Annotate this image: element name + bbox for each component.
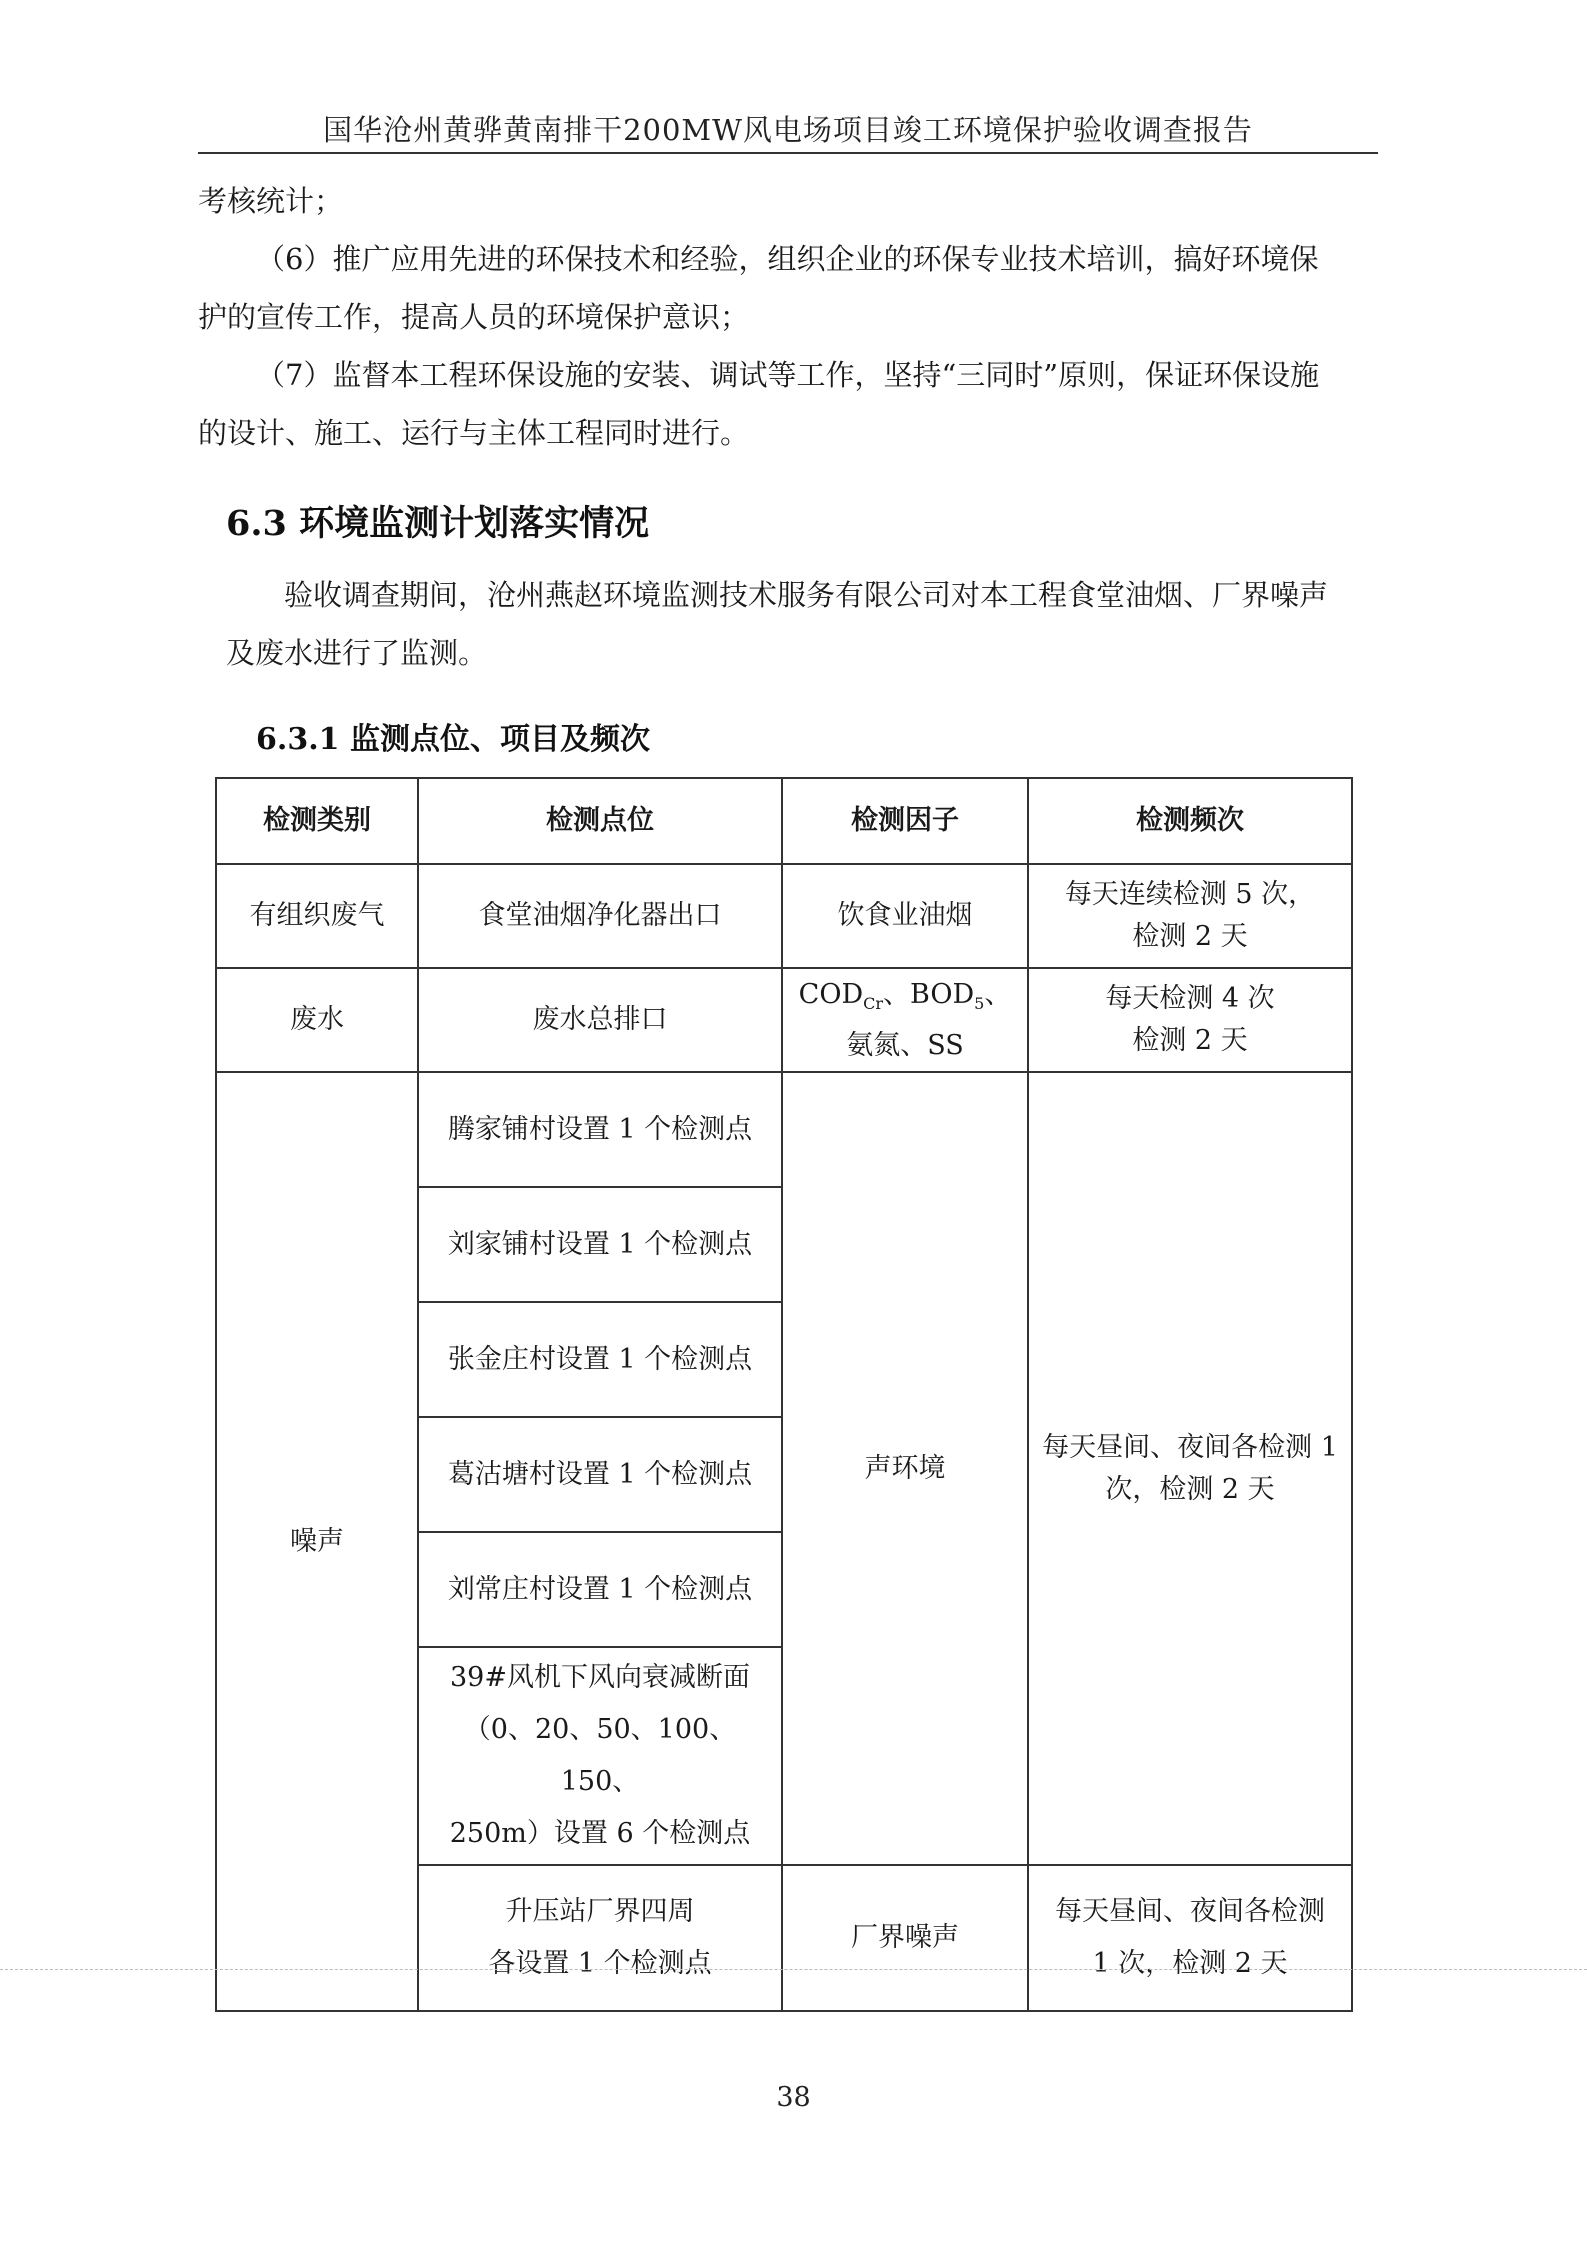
- header-category: 检测类别: [216, 778, 418, 864]
- subsection-heading: 6.3.1 监测点位、项目及频次: [256, 722, 650, 757]
- cell-factor: 饮食业油烟: [782, 864, 1028, 968]
- cell-point: 葛沽塘村设置 1 个检测点: [418, 1417, 782, 1532]
- scan-dashed-line: [0, 1969, 1587, 1970]
- freq-line: 检测 2 天: [1132, 921, 1248, 952]
- header-point: 检测点位: [418, 778, 782, 864]
- factor-separator: 、: [984, 978, 1012, 1010]
- header-divider: [198, 152, 1378, 154]
- factor-cod-subscript: Cr: [863, 993, 884, 1013]
- body-paragraphs: [198, 172, 1332, 462]
- paragraph-2: （6）推广应用先进的环保技术和经验，组织企业的环保专业技术培训，搞好环境保护的宣传工作，提高人员的环境保护意识；: [198, 242, 1319, 334]
- freq-line: 次，检测 2 天: [1105, 1473, 1275, 1505]
- cell-point: 张金庄村设置 1 个检测点: [418, 1302, 782, 1417]
- cell-point: 刘常庄村设置 1 个检测点: [418, 1532, 782, 1647]
- cell-frequency: [1028, 864, 1352, 968]
- cell-point: 刘家铺村设置 1 个检测点: [418, 1187, 782, 1302]
- factor-line: 氨氮、SS: [846, 1029, 964, 1061]
- header-frequency: 检测频次: [1028, 778, 1352, 864]
- cell-frequency: [1028, 968, 1352, 1072]
- table-row: [216, 1072, 1352, 1187]
- cell-point: 食堂油烟净化器出口: [418, 864, 782, 968]
- point-line: 各设置 1 个检测点: [488, 1948, 712, 1979]
- cell-category: 有组织废气: [216, 864, 418, 968]
- cell-factor: [782, 968, 1028, 1072]
- cell-point-station: [418, 1865, 782, 2011]
- factor-bod: 、BOD: [883, 978, 975, 1010]
- paragraph-3: （7）监督本工程环保设施的安装、调试等工作，坚持“三同时”原则，保证环保设施的设计、施工、运行与主体工程同时进行。: [198, 358, 1320, 450]
- freq-line: 检测 2 天: [1132, 1025, 1248, 1056]
- table-header-row: [216, 778, 1352, 864]
- cell-point: 废水总排口: [418, 968, 782, 1072]
- freq-line: 每天昼间、夜间各检测: [1055, 1896, 1325, 1927]
- cell-frequency-station: [1028, 1865, 1352, 2011]
- freq-line: 1 次，检测 2 天: [1092, 1948, 1288, 1979]
- table-row: [216, 864, 1352, 968]
- cell-factor-env: 声环境: [782, 1072, 1028, 1865]
- freq-line: 每天昼间、夜间各检测 1: [1042, 1431, 1338, 1463]
- factor-bod-subscript: 5: [974, 993, 985, 1013]
- cell-category: 废水: [216, 968, 418, 1072]
- table-row: [216, 968, 1352, 1072]
- cell-category-noise: 噪声: [216, 1072, 418, 2011]
- point-line: 39#风机下风向衰减断面: [450, 1662, 750, 1693]
- cell-factor-station: 厂界噪声: [782, 1865, 1028, 2011]
- section-intro: 验收调查期间，沧州燕赵环境监测技术服务有限公司对本工程食堂油烟、厂界噪声及废水进行了监测。: [226, 578, 1329, 670]
- page-number: 38: [776, 2082, 811, 2113]
- monitoring-table: [215, 777, 1353, 2012]
- section-heading: 6.3 环境监测计划落实情况: [226, 503, 650, 544]
- point-line: （0、20、50、100、150、: [463, 1714, 737, 1797]
- page-header-title: 国华沧州黄骅黄南排干200MW风电场项目竣工环境保护验收调查报告: [323, 113, 1253, 147]
- factor-cod: COD: [798, 978, 864, 1010]
- header-factor: 检测因子: [782, 778, 1028, 864]
- freq-line: 每天连续检测 5 次，: [1064, 879, 1316, 910]
- point-line: 升压站厂界四周: [505, 1896, 695, 1927]
- cell-point: 腾家铺村设置 1 个检测点: [418, 1072, 782, 1187]
- point-line: 250m）设置 6 个检测点: [449, 1818, 751, 1849]
- paragraph-1: 考核统计；: [198, 184, 344, 218]
- section-intro-block: [226, 566, 1346, 682]
- freq-line: 每天检测 4 次: [1105, 983, 1275, 1014]
- cell-frequency-env: [1028, 1072, 1352, 1865]
- cell-point-section: [418, 1647, 782, 1865]
